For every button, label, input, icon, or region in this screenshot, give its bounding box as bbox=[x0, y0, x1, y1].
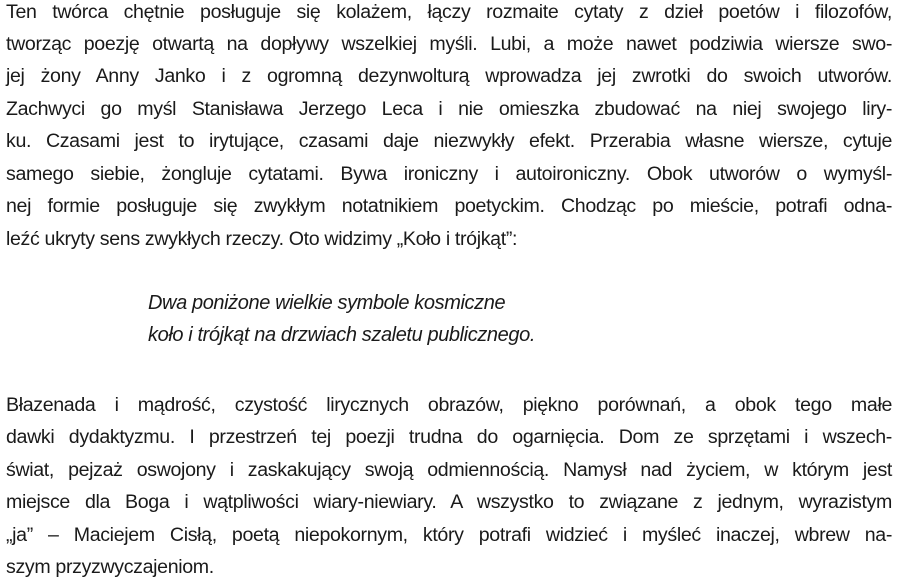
paragraph-1-line-8: leźć ukryty sens zwykłych rzeczy. Oto widzimy „Koło i trójkąt”: bbox=[6, 228, 518, 250]
paragraph-1-line-4: Zachwyci go myśl Stanisława Jerzego Leca i nie omieszka zbudować na niej swojego liry- bbox=[6, 98, 892, 120]
paragraph-1-line-1: Ten twórca chętnie posługuje się kolażem, łączy rozmaite cytaty z dzieł poetów i filozofów, bbox=[6, 1, 892, 23]
paragraph-2-line-2: dawki dydaktyzmu. I przestrzeń tej poezji trudna do ogarnięcia. Dom ze sprzętami i wszech- bbox=[6, 426, 892, 448]
paragraph-1-line-3: jej żony Anny Janko i z ogromną dezynwolturą wprowadza jej zwrotki do swoich utworów. bbox=[6, 65, 892, 87]
paragraph-2-line-6: szym przyzwyczajeniom. bbox=[6, 556, 214, 578]
paragraph-2-line-1: Błazenada i mądrość, czystość lirycznych obrazów, piękno porównań, a obok tego małe bbox=[6, 394, 892, 416]
paragraph-1-line-2: tworząc poezję otwartą na dopływy wszelkiej myśli. Lubi, a może nawet podziwia wiersze swo- bbox=[6, 33, 892, 55]
quote-line-2: koło i trójkąt na drzwiach szaletu publicznego. bbox=[148, 324, 535, 346]
paragraph-2-line-4: miejsce dla Boga i wątpliwości wiary-niewiary. A wszystko to związane z jednym, wyrazistym bbox=[6, 491, 892, 513]
quote-line-1: Dwa poniżone wielkie symbole kosmiczne bbox=[148, 292, 506, 314]
paragraph-2-line-5: „ja” – Maciejem Cisłą, poetą niepokornym, który potrafi widzieć i myśleć inaczej, wbrew na- bbox=[6, 524, 892, 546]
paragraph-1-line-7: nej formie posługuje się zwykłym notatnikiem poetyckim. Chodząc po mieście, potrafi odna- bbox=[6, 195, 892, 217]
paragraph-1-line-5: ku. Czasami jest to irytujące, czasami daje niezwykły efekt. Przerabia własne wiersze, cytuje bbox=[6, 130, 892, 152]
paragraph-2-line-3: świat, pejzaż oswojony i zaskakujący swoją odmiennością. Namysł nad życiem, w którym jest bbox=[6, 459, 892, 481]
paragraph-1-line-6: samego siebie, żongluje cytatami. Bywa ironiczny i autoironiczny. Obok utworów o wymyśl- bbox=[6, 163, 892, 185]
